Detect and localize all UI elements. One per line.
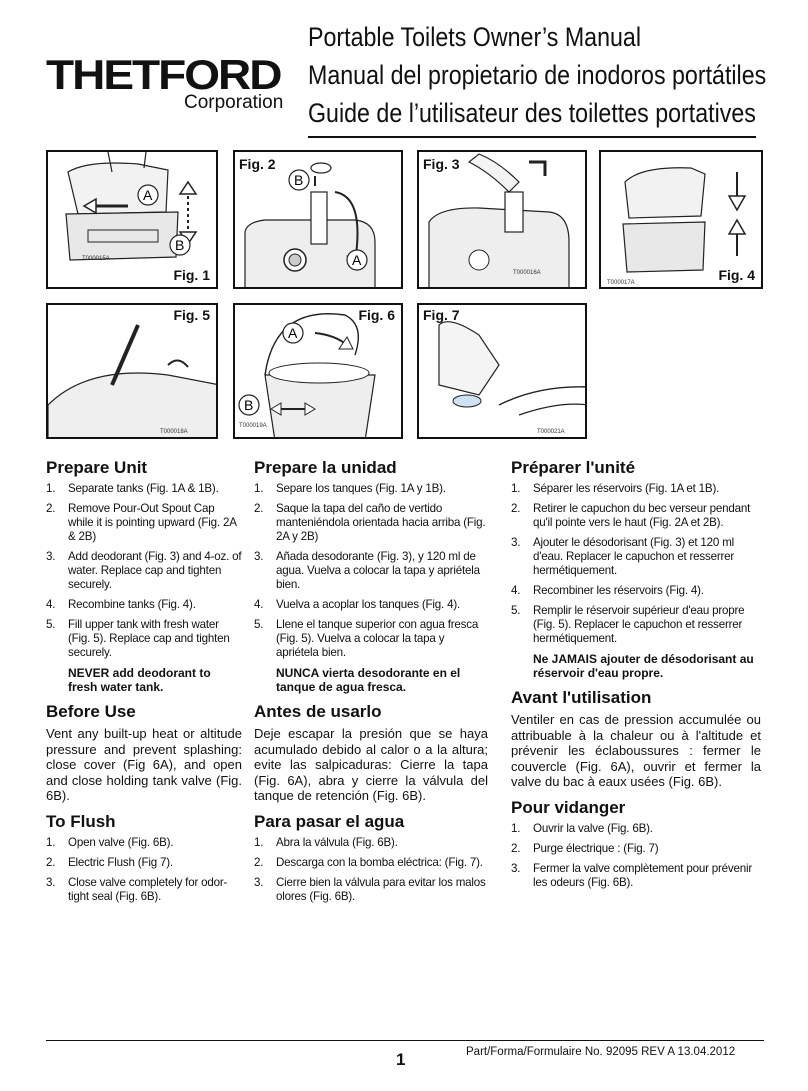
spanish-column — [254, 456, 488, 910]
list-item: 3. Añada desodorante (Fig. 3), y 120 ml de agua. Vuelva a colocar la tapa y apriétela bien. — [254, 550, 480, 591]
title-english: Portable Toilets Owner’s Manual — [308, 22, 641, 52]
page-number: 1 — [396, 1050, 406, 1069]
warning-note: Ne JAMAIS ajouter de désodorisant au réservoir d'eau propre. — [533, 652, 754, 680]
figure-label: Fig. 1 — [173, 267, 210, 283]
figure-7 — [417, 303, 587, 439]
title-spanish: Manual del propietario de inodoros portátiles — [308, 60, 767, 90]
prepare-heading: Préparer l'unité — [511, 458, 636, 477]
before-heading: Antes de usarlo — [254, 702, 382, 721]
flush-heading: To Flush — [46, 811, 116, 831]
list-item: 2. Purge électrique : (Fig. 7) — [511, 841, 659, 855]
flush-steps — [511, 822, 761, 890]
marker-a: A — [352, 252, 362, 268]
figure-code: T000018A — [160, 429, 188, 435]
prepare-steps — [46, 482, 242, 660]
figure-1 — [46, 150, 218, 289]
list-item: 4. Recombiner les réservoirs (Fig. 4). — [511, 584, 704, 597]
warning-note: NUNCA vierta desodorante en el tanque de agua fresca. — [276, 666, 461, 694]
footer-divider — [46, 1040, 764, 1041]
logo-subtitle: Corporation — [184, 92, 284, 113]
figure-code: T000016A — [513, 270, 541, 276]
list-item: 5. Remplir le réservoir supérieur d'eau propre (Fig. 5). Replacer le capuchon et resserrer hermétiquement. — [511, 604, 745, 645]
french-column — [511, 456, 761, 896]
figure-5 — [46, 303, 218, 439]
part-number: Part/Forma/Formulaire No. 92095 REV A 13.04.2012 — [466, 1046, 736, 1058]
figure-label: Fig. 3 — [423, 156, 460, 172]
list-item: 1. Separate tanks (Fig. 1A & 1B). — [46, 482, 219, 495]
flush-steps — [254, 836, 488, 904]
figure-code: T000021A — [537, 429, 565, 435]
marker-a: A — [143, 187, 153, 203]
list-item: 4. Recombine tanks (Fig. 4). — [46, 598, 196, 611]
marker-b: B — [244, 397, 254, 413]
list-item: 4. Vuelva a acoplar los tanques (Fig. 4). — [254, 598, 461, 611]
fill-fresh-water-illustration — [48, 305, 218, 439]
figure-label: Fig. 5 — [173, 307, 210, 323]
figure-code: T000015A — [82, 256, 110, 262]
list-item: 1. Ouvrir la valve (Fig. 6B). — [511, 821, 653, 835]
before-text: Ventiler en cas de pression accumulée ou attribuable à la chaleur ou à l'altitude et prévenir les éclaboussures : fermer le couvercle (Fig. 6A), ouvrir et fermer la valve du bac à eaux usées (Fig. 6B). — [511, 712, 761, 789]
list-item: 2. Electric Flush (Fig 7). — [46, 855, 173, 869]
before-text: Deje escapar la presión que se haya acumulado debido al calor o a la altura; evite las salpicaduras: Cierre la tapa (Fig. 6A), abra y cierre la válvula del tanque de retención (Fig. 6B). — [254, 726, 488, 803]
list-item: 2. Descarga con la bomba eléctrica: (Fig. 7). — [254, 855, 483, 869]
flush-heading: Pour vidanger — [511, 797, 626, 817]
list-item: 5. Fill upper tank with fresh water (Fig. 5). Replace cap and tighten securely. — [46, 618, 230, 659]
list-item: 3. Add deodorant (Fig. 3) and 4-oz. of water. Replace cap and tighten securely. — [46, 550, 242, 591]
list-item: 1. Abra la válvula (Fig. 6B). — [254, 835, 398, 849]
marker-b: B — [175, 237, 185, 253]
list-item: 3. Ajouter le désodorisant (Fig. 3) et 120 ml d'eau. Replacer le capuchon et resserrer hermétiquement. — [511, 536, 735, 577]
title-divider — [308, 136, 756, 138]
thetford-logo — [46, 51, 296, 114]
figure-2 — [233, 150, 403, 289]
figure-4 — [599, 150, 763, 289]
before-heading: Avant l'utilisation — [511, 688, 652, 707]
figure-code: T000017A — [607, 280, 635, 286]
list-item: 2. Remove Pour-Out Spout Cap while it is pointing upward (Fig. 2A & 2B) — [46, 502, 237, 543]
add-deodorant-illustration — [419, 152, 587, 289]
list-item: 1. Open valve (Fig. 6B). — [46, 835, 174, 849]
list-item: 5. Llene el tanque superior con agua fresca (Fig. 5). Vuelva a colocar la tapa y apriétela bien. — [254, 618, 479, 659]
figure-label: Fig. 2 — [239, 156, 276, 172]
list-item: 1. Separe los tanques (Fig. 1A y 1B). — [254, 482, 446, 495]
list-item: 2. Retirer le capuchon du bec verseur pendant qu'il pointe vers le haut (Fig. 2A et 2B). — [511, 502, 751, 529]
title-french: Guide de l’utilisateur des toilettes portatives — [308, 98, 756, 128]
list-item: 3. Close valve completely for odor-tight seal (Fig. 6B). — [46, 875, 228, 903]
list-item: 1. Séparer les réservoirs (Fig. 1A et 1B). — [511, 482, 720, 495]
figure-3 — [417, 150, 587, 289]
manual-titles — [308, 18, 778, 132]
figure-label: Fig. 4 — [718, 267, 755, 283]
prepare-steps — [511, 482, 761, 646]
warning-note: NEVER add deodorant to fresh water tank. — [68, 666, 211, 694]
list-item: 3. Fermer la valve complètement pour prévenir les odeurs (Fig. 6B). — [511, 861, 753, 889]
english-column — [46, 456, 242, 910]
prepare-heading: Prepare Unit — [46, 458, 148, 477]
logo-wordmark: THETFORD — [46, 51, 281, 99]
flush-steps — [46, 836, 242, 904]
figure-label: Fig. 7 — [423, 307, 460, 323]
flush-heading: Para pasar el agua — [254, 811, 405, 831]
prepare-steps — [254, 482, 488, 660]
figure-6 — [233, 303, 403, 439]
spout-cap-illustration — [235, 152, 403, 289]
before-text: Vent any built-up heat or altitude pressure and prevent splashing: close cover (Fig 6A), and open and close holding tank valve (Fig. 6B). — [46, 726, 242, 803]
list-item: 2. Saque la tapa del caño de vertido manteniéndola orientada hacia arriba (Fig. 2A y 2B) — [254, 502, 486, 543]
prepare-heading: Prepare la unidad — [254, 458, 397, 477]
before-heading: Before Use — [46, 702, 136, 721]
marker-b: B — [294, 172, 304, 188]
cover-and-valve-illustration — [235, 305, 403, 439]
electric-flush-illustration — [419, 305, 587, 439]
figure-label: Fig. 6 — [358, 307, 395, 323]
marker-a: A — [288, 325, 298, 341]
figure-code: T000019A — [239, 423, 267, 429]
list-item: 3. Cierre bien la válvula para evitar los malos olores (Fig. 6B). — [254, 875, 486, 903]
